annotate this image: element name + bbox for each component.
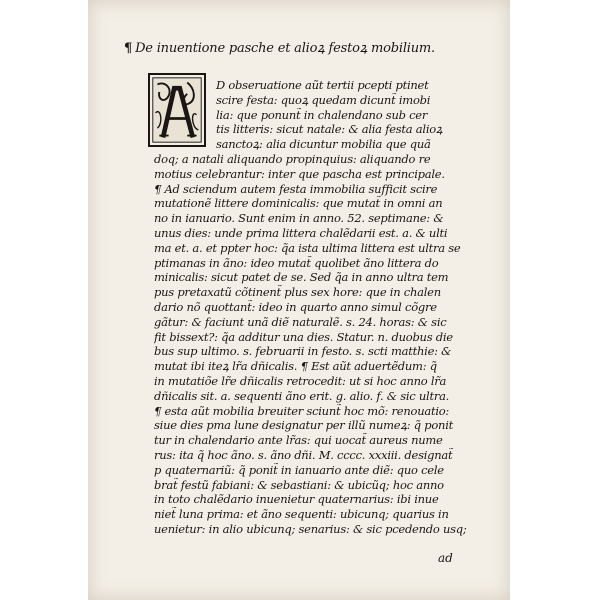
text-line: niet̃ luna prima: et ãno sequenti: ubicunq; quarius in (154, 507, 449, 522)
text-line: lia: que ponunt̃ in chalendano sub cer (216, 107, 428, 122)
text-line: ¶ Ad sciendum autem festa immobilia sufficit scire (154, 181, 438, 196)
text-line: p quaternariũ: q̃ ponit̃ in ianuario ante diẽ: quo cele (154, 462, 444, 477)
text-line: in toto chalẽdario inuenietur quaternarius: ibi inue (154, 492, 439, 507)
text-line: ptimanas in ãno: ideo mutat̃ quolibet ãno littera do (154, 255, 439, 270)
text-line: scire festa: quoꝝ quedam dicunt̃ imobi (216, 92, 431, 107)
text-line: brat̃ festũ fabiani: & sebastiani: & ubicũq; hoc anno (154, 477, 444, 492)
body-text (154, 78, 494, 537)
text-line: tis litteris: sicut natale: & alia festa alioꝝ (216, 122, 443, 137)
text-line: doq; a natali aliquando propinquius: aliquando re (154, 151, 431, 166)
text-line: in mutatiõe lr̃e dñicalis retrocedit: ut si hoc anno lr̃a (154, 373, 447, 388)
text-line: D obseruatione aũt tertii pcepti ptinet (216, 78, 429, 92)
text-line: tur in chalendario ante lr̃as: qui uocat̃ aureus nume (154, 433, 443, 448)
text-line: unus dies: unde prima littera chalẽdarii est. a. & ulti (154, 225, 448, 240)
text-line: mutat ibi iteꝝ lr̃a dñicalis. ¶ Est aũt aduertẽdum: q̃ (154, 359, 437, 374)
text-line: mutationẽ littere dominicalis: que mutat̃ in omni an (154, 196, 443, 211)
text-line: motius celebrantur: inter que pascha est principale. (154, 166, 445, 181)
text-line: minicalis: sicut patet de se. Sed q̃a in anno ultra tem (154, 270, 449, 285)
text-line: uenietur: in alio ubicunq; senarius: & sic pcedendo usq; (154, 521, 467, 536)
text-line: no in ianuario. Sunt enim in anno. 52. septimane: & (154, 211, 444, 226)
text-line: bus sup ultimo. s. februarii in festo. s. scti matthie: & (154, 344, 452, 359)
text-line: dñicalis sit. a. sequenti ãno erit. g. alio. f. & sic ultra. (154, 388, 450, 403)
text-line: ma et. a. et ppter hoc: q̃a ista ultima littera est ultra se (154, 240, 461, 255)
text-line: gãtur: & faciunt unã diẽ naturalẽ. s. 24. horas: & sic (154, 314, 447, 329)
text-line: ¶ esta aũt mobilia breuiter sciunt̃ hoc mõ: renouatio: (154, 403, 450, 418)
catchword: ad (438, 551, 453, 565)
text-line: sanctoꝝ: alia dicuntur mobilia que quã (216, 137, 431, 152)
text-line: pus pretaxatũ cõtinent̃ plus sex hore: que in chalen (154, 285, 441, 300)
page-heading (124, 38, 504, 56)
manuscript-page (88, 0, 510, 600)
text-line: dario nõ quottant̃: ideo in quarto anno simul cõgre (154, 299, 437, 314)
text-line: fit bissext?: q̃a additur una dies. Statur. n. duobus die (154, 329, 453, 344)
heading-text: De inuentione pasche et alioꝝ festoꝝ mobilium. (135, 41, 435, 56)
text-line: rus: ita q̃ hoc ãno. s. ãno dñi. M. cccc. xxxiii. designat̃ (154, 447, 453, 462)
pilcrow-mark: ¶ (124, 41, 133, 56)
text-line: siue dies pma lune designatur per illũ numeꝝ: q̃ ponit (154, 418, 454, 433)
